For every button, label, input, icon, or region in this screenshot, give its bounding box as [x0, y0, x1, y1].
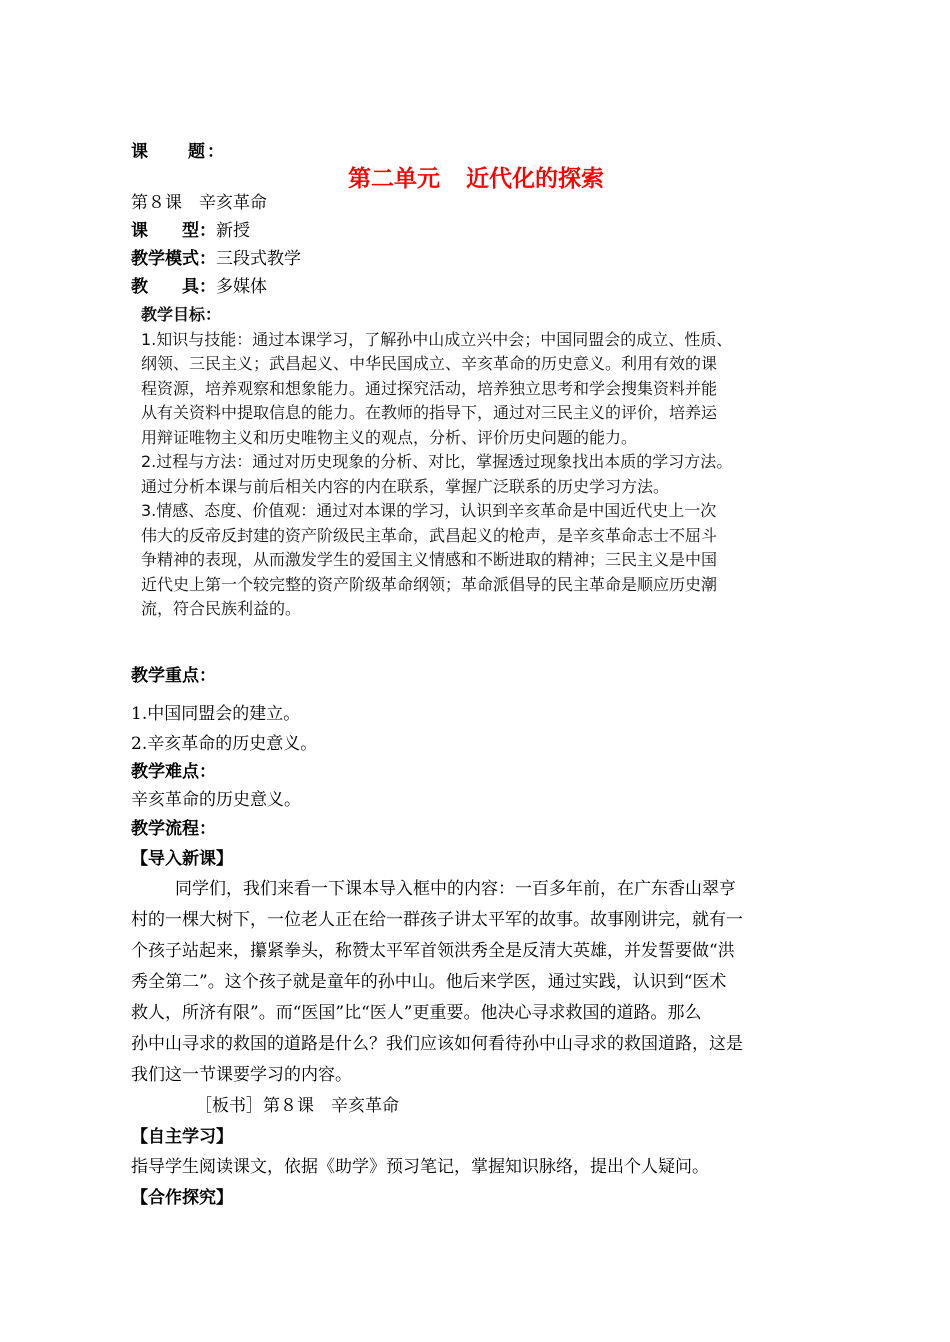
objective-line: 伟大的反帝反封建的资产阶级民主革命，武昌起义的枪声，是辛亥革命志士不屈斗 — [141, 525, 718, 545]
unit-title-part1: 第二单元 — [348, 166, 440, 192]
coop-heading: 【合作探究】 — [131, 1188, 233, 1208]
field-value: 多媒体 — [216, 277, 267, 297]
objective-line: 流，符合民族利益的。 — [141, 599, 302, 618]
intro-line: 个孩子站起来，攥紧拳头，称赞太平军首领洪秀全是反清大英雄，并发誓要做“洪 — [131, 941, 735, 961]
objective-line: 争精神的表现，从而激发学生的爱国主义情感和不断进取的精神；三民主义是中国 — [141, 550, 718, 569]
field-teaching-aids — [131, 277, 267, 297]
intro-line: 同学们，我们来看一下课本导入框中的内容：一百多年前，在广东香山翠亨 — [175, 879, 736, 899]
self-study-text: 指导学生阅读课文，依据《助学》预习笔记，掌握知识脉络，提出个人疑问。 — [131, 1157, 709, 1177]
difficulty-text: 辛亥革命的历史意义。 — [131, 790, 301, 810]
board-note: ［板书］第８课 辛亥革命 — [195, 1096, 399, 1116]
difficulty-heading: 教学难点： — [131, 762, 216, 782]
objective-line: 近代史上第一个较完整的资产阶级革命纲领；革命派倡导的民主革命是顺应历史潮 — [141, 574, 718, 594]
key-point-item: 1.中国同盟会的建立。 — [131, 704, 301, 724]
intro-line: 我们这一节课要学习的内容。 — [131, 1065, 352, 1085]
field-label: 课 型： — [131, 221, 216, 241]
objectives-block — [141, 303, 801, 622]
key-points-section — [131, 661, 821, 1213]
objectives-heading: 教学目标： — [141, 305, 222, 324]
intro-line: 村的一棵大树下，一位老人正在给一群孩子讲太平军的故事。故事刚讲完，就有一 — [131, 910, 743, 930]
unit-title — [131, 160, 821, 193]
key-point-item: 2.辛亥革命的历史意义。 — [131, 734, 318, 754]
topic-label: 课 题： — [131, 142, 226, 162]
intro-line: 救人，所济有限”。而“医国”比“医人”更重要。他决心寻求救国的道路。那么 — [131, 1003, 702, 1023]
intro-line: 秀全第二”。这个孩子就是童年的孙中山。他后来学医，通过实践，认识到“医术 — [131, 972, 727, 992]
intro-line: 孙中山寻求的救国的道路是什么？我们应该如何看待孙中山寻求的救国道路，这是 — [131, 1034, 743, 1054]
field-label: 教 具： — [131, 277, 216, 297]
objective-line: 3.情感、态度、价值观：通过对本课的学习，认识到辛亥革命是中国近代史上一次 — [141, 501, 717, 520]
field-label: 教学模式： — [131, 249, 216, 269]
intro-heading: 【导入新课】 — [131, 849, 233, 869]
key-points-heading: 教学重点： — [131, 666, 216, 686]
field-value: 新授 — [216, 221, 250, 241]
objective-line: 用辩证唯物主义和历史唯物主义的观点，分析、评价历史问题的能力。 — [141, 427, 638, 447]
field-lesson-type — [131, 221, 250, 241]
objective-line: 从有关资料中提取信息的能力。在教师的指导下，通过对三民主义的评价，培养运 — [141, 403, 718, 422]
objective-line: 纲领、三民主义；武昌起义、中华民国成立、辛亥革命的历史意义。利用有效的课 — [141, 354, 718, 373]
objective-line: 2.过程与方法：通过对历史现象的分析、对比，掌握透过现象找出本质的学习方法。 — [141, 452, 733, 471]
process-heading: 教学流程： — [131, 819, 216, 839]
unit-title-part2: 近代化的探索 — [466, 166, 604, 192]
field-value: 三段式教学 — [216, 249, 301, 269]
objective-line: 程资源，培养观察和想象能力。通过探究活动，培养独立思考和学会搜集资料并能 — [141, 378, 718, 398]
objective-line: 1.知识与技能：通过本课学习，了解孙中山成立兴中会；中国同盟会的成立、性质、 — [141, 329, 733, 349]
self-study-heading: 【自主学习】 — [131, 1127, 233, 1147]
field-teaching-mode — [131, 249, 301, 269]
objective-line: 通过分析本课与前后相关内容的内在联系，掌握广泛联系的历史学习方法。 — [141, 476, 670, 496]
lesson-line: 第８课 辛亥革命 — [131, 193, 267, 213]
